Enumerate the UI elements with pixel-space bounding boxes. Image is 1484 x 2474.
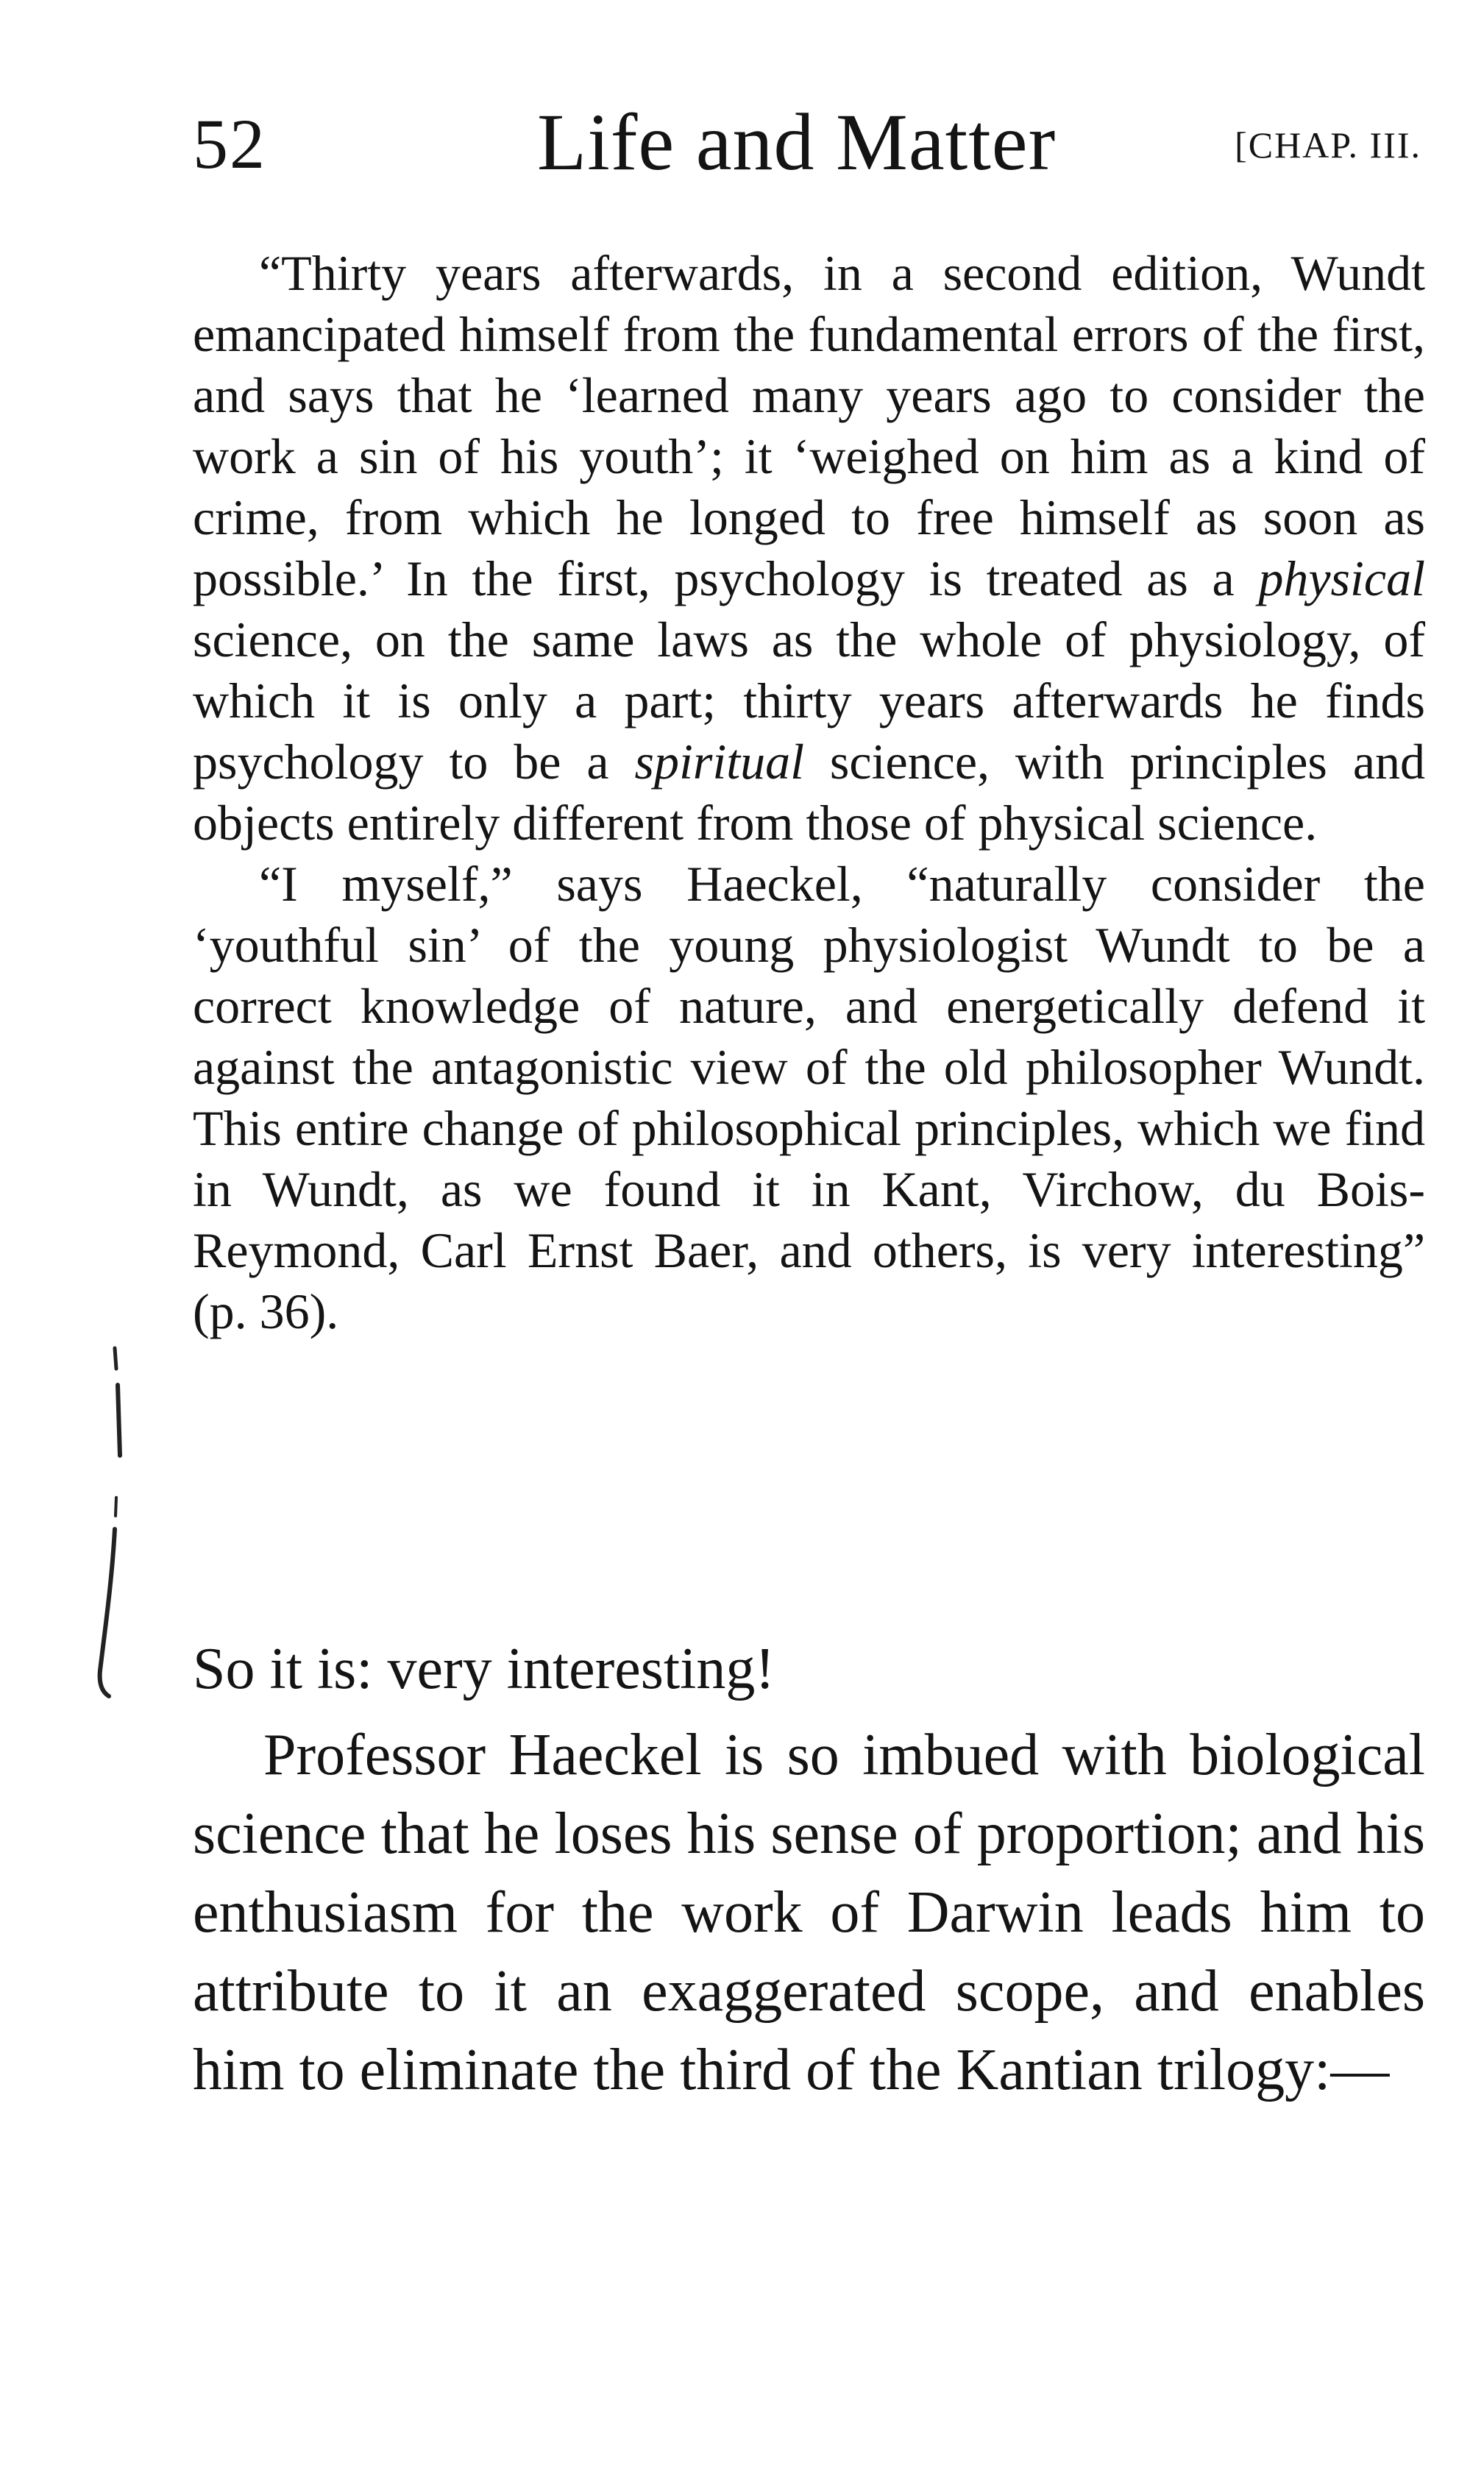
emphasis-physical: physical [1258,550,1425,606]
main-text [193,1630,1425,2110]
chapter-reference: [CHAP. III. [1235,124,1421,166]
page-number: 52 [193,104,266,183]
emphasis-spiritual: spiritual [634,734,804,790]
body-paragraph-1: So it is: very interesting! [193,1637,775,1701]
margin-pencil-marks [74,1339,155,1707]
running-title: Life and Matter [537,97,1057,187]
quote-paragraph-2: “I myself,” says Haeckel, “naturally consider the ‘youthful sin’ of the young physiologist Wundt to be a correct knowledge of nature, and energetically defend it against the antagonistic view of the old philosopher Wundt. This entire change of philosophical principles, which we find in Wundt, as we found it in Kant, Virchow, du Bois-Reymond, Carl Ernst Baer, and others, is very interesting” (p. 36). [193,856,1425,1339]
quote-paragraph-1: “Thirty years afterwards, in a second edition, Wundt emancipated himself from the fundamental errors of the first, and says that he ‘learned many years ago to consider the work a sin of his youth’; it ‘weighed on him as a kind of crime, from which he longed to free himself as soon as possible.’ In the first, psychology is treated as a physical science, on the same laws as the whole of physiology, of which it is only a part; thirty years afterwards he finds psychology to be a spiritual science, with principles and objects entirely different from those of physical science. [193,245,1425,851]
quoted-passage [193,243,1425,1342]
body-paragraph-2: Professor Haeckel is so imbued with biological science that he loses his sense of proportion; and his enthusiasm for the work of Darwin leads him to attribute to it an exaggerated scope, and enables him to eliminate the third of the Kantian trilogy:— [193,1723,1425,2102]
page-header [193,96,1421,191]
